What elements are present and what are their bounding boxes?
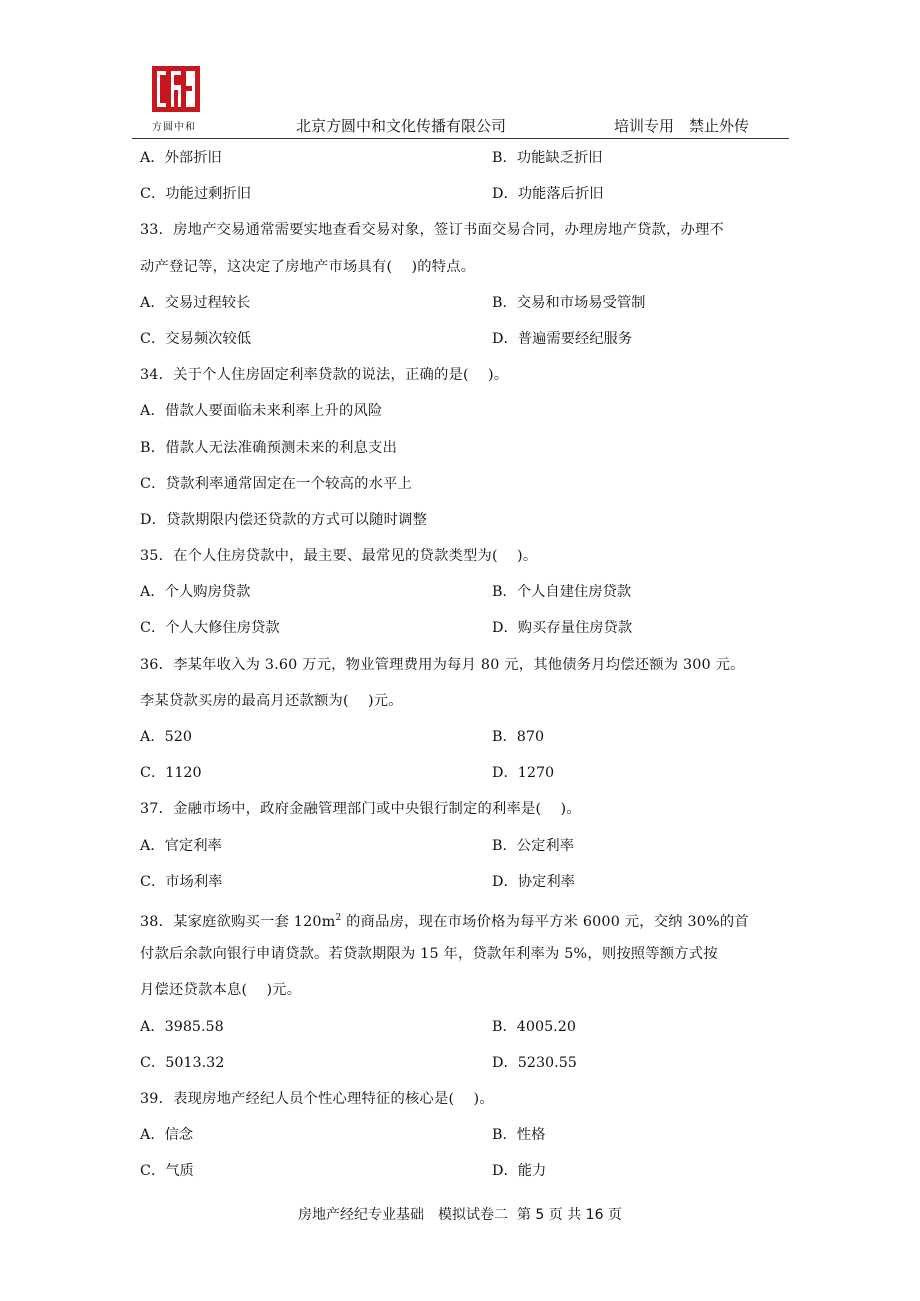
question-line: 李某贷款买房的最高月还款额为( )元。 xyxy=(140,692,403,709)
question-line: 34．关于个人住房固定利率贷款的说法，正确的是( )。 xyxy=(140,367,509,384)
option-a: C．气质 xyxy=(140,1163,194,1180)
question-line: 月偿还贷款本息( )元。 xyxy=(140,982,302,999)
option-a: C．功能过剩折旧 xyxy=(140,186,252,203)
option-a: C．5013.32 xyxy=(140,1054,225,1071)
option-row xyxy=(140,182,786,218)
option-b: B．4005.20 xyxy=(492,1018,576,1035)
option-a: A．个人购房贷款 xyxy=(140,584,251,601)
page-footer xyxy=(0,1204,920,1224)
option-b: B．870 xyxy=(492,729,545,745)
footer-title: 房地产经纪专业基础 模拟试卷二 xyxy=(298,1207,509,1223)
question-line: 35．在个人住房贷款中，最主要、最常见的贷款类型为( )。 xyxy=(140,548,538,565)
option-a: C．交易频次较低 xyxy=(140,330,252,347)
option-row xyxy=(140,146,786,182)
option-b: D．协定利率 xyxy=(492,873,575,890)
option-row xyxy=(140,616,786,652)
logo-mark-icon xyxy=(152,66,200,112)
option-row xyxy=(140,580,786,616)
logo-text: 方圆中和 xyxy=(152,122,196,133)
option-row xyxy=(140,327,786,363)
question-line: 33．房地产交易通常需要实地查看交易对象，签订书面交易合同，办理房地产贷款，办理不 xyxy=(140,222,724,239)
option-row xyxy=(140,291,786,327)
option-a: C．市场利率 xyxy=(140,873,223,890)
header-divider xyxy=(132,138,789,139)
option-b: D．功能落后折旧 xyxy=(492,186,604,203)
option-b: D．1270 xyxy=(492,765,555,782)
question-line: 动产登记等，这决定了房地产市场具有( )的特点。 xyxy=(140,258,476,275)
option-row xyxy=(140,1123,786,1159)
question-line xyxy=(140,906,786,942)
company-name: 北京方圆中和文化传播有限公司 xyxy=(296,117,507,135)
question-line: 付款后余款向银行申请贷款。若贷款期限为 15 年，贷款年利率为 5%，则按照等额方式按 xyxy=(140,946,718,963)
option-a: A．外部折旧 xyxy=(140,150,222,166)
question-line: A．借款人要面临未来利率上升的风险 xyxy=(140,403,383,420)
option-b: D．5230.55 xyxy=(492,1054,577,1071)
option-b: D．普遍需要经纪服务 xyxy=(492,330,633,347)
question-line: C．贷款利率通常固定在一个较高的水平上 xyxy=(140,475,413,492)
question-text-sup: 2 xyxy=(335,912,342,923)
option-row xyxy=(140,761,786,797)
option-b: D．购买存量住房贷款 xyxy=(492,620,633,637)
option-a: A．信念 xyxy=(140,1127,194,1144)
option-row xyxy=(140,1015,786,1051)
option-a: A．交易过程较长 xyxy=(140,294,251,311)
company-logo xyxy=(152,66,200,112)
option-row xyxy=(140,1159,786,1195)
option-b: B．公定利率 xyxy=(492,837,574,854)
option-b: B．性格 xyxy=(492,1127,546,1144)
question-line: 36．李某年收入为 3.60 万元，物业管理费用为每月 80 元，其他债务月均偿还额为 300 元。 xyxy=(140,656,745,673)
option-a: A．3985.58 xyxy=(140,1018,224,1035)
option-a: C．个人大修住房贷款 xyxy=(140,620,280,637)
question-line: B．借款人无法准确预测未来的利息支出 xyxy=(140,439,398,456)
option-row xyxy=(140,1051,786,1087)
option-b: B．交易和市场易受管制 xyxy=(492,294,646,311)
option-a: A．官定利率 xyxy=(140,837,222,854)
question-list xyxy=(140,146,786,1195)
footer-page-number: 第 5 页 共 16 页 xyxy=(516,1207,622,1223)
question-text-pre: 38．某家庭欲购买一套 120m xyxy=(140,913,336,930)
question-line: 39．表现房地产经纪人员个性心理特征的核心是( )。 xyxy=(140,1090,494,1107)
option-a: C．1120 xyxy=(140,765,202,782)
option-row xyxy=(140,870,786,906)
question-text-post: 的商品房，现在市场价格为每平方米 6000 元，交纳 30%的首 xyxy=(341,913,749,930)
option-row xyxy=(140,725,786,761)
option-a: A．520 xyxy=(140,729,192,745)
option-b: B．个人自建住房贷款 xyxy=(492,584,632,601)
confidential-notice: 培训专用 禁止外传 xyxy=(614,117,750,135)
option-b: D．能力 xyxy=(492,1163,547,1180)
question-line: 37．金融市场中，政府金融管理部门或中央银行制定的利率是( )。 xyxy=(140,801,581,818)
question-line: D．贷款期限内偿还贷款的方式可以随时调整 xyxy=(140,511,428,528)
option-row xyxy=(140,834,786,870)
option-b: B．功能缺乏折旧 xyxy=(492,150,603,166)
